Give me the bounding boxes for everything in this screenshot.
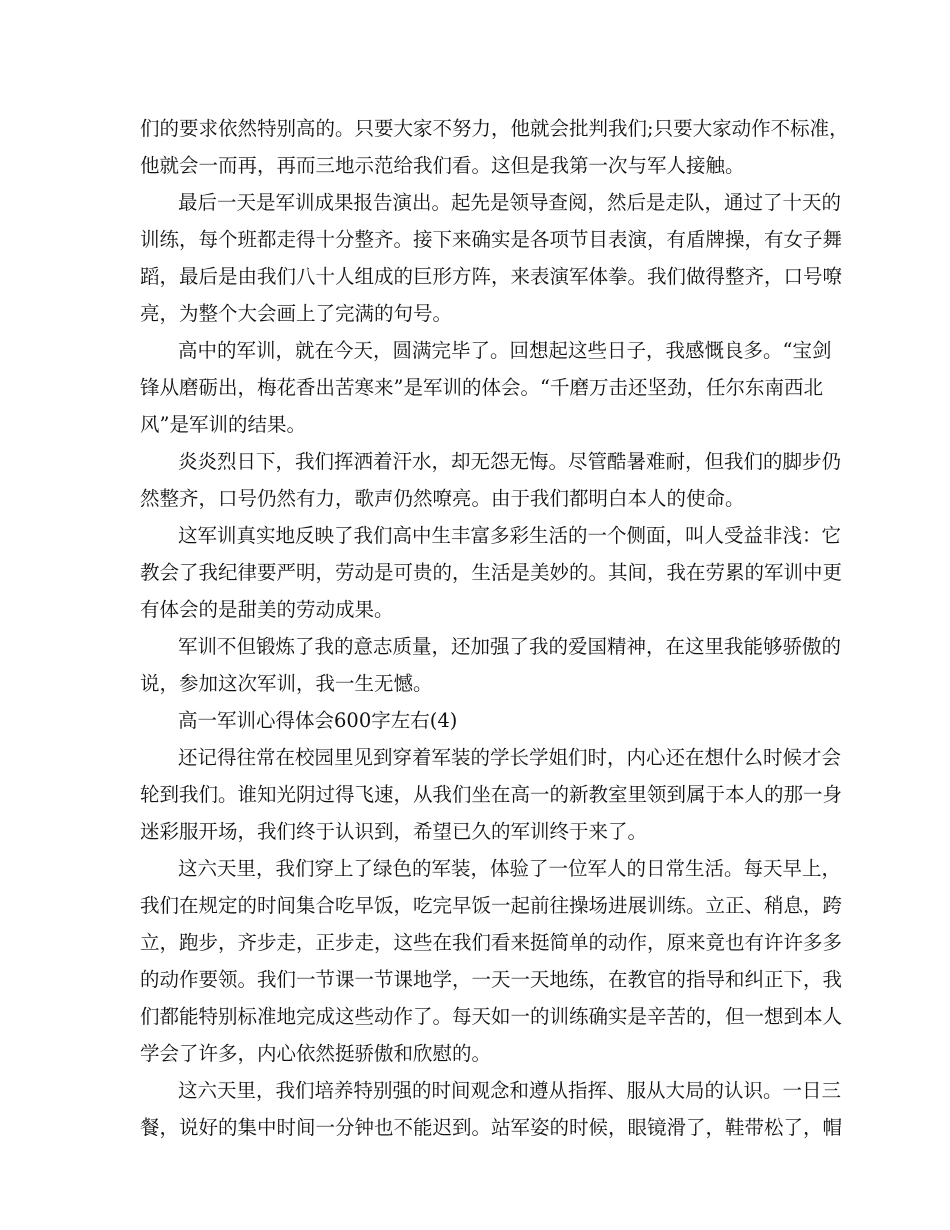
line-text: 亮，为整个大会画上了完满的句号。 — [140, 302, 453, 325]
line-text: 最后一天是军训成果报告演出。起先是领导查阅，然后是走队，通过了十天的 — [178, 191, 842, 214]
text-line — [0, 370, 950, 406]
line-text: 我们在规定的时间集合吃早饭，吃完早饭一起前往操场进展训练。立正、稍息，跨 — [140, 894, 843, 917]
line-text: 风”是军训的结果。 — [140, 413, 306, 436]
text-line — [0, 333, 950, 369]
text-line — [0, 666, 950, 702]
line-text: 高中的军训，就在今天，圆满完毕了。回想起这些日子，我感慨良多。“宝剑 — [178, 339, 832, 362]
line-text: 们的要求依然特别高的。只要大家不努力，他就会批判我们;只要大家动作不标准， — [140, 117, 849, 140]
line-text: 这六天里，我们培养特别强的时间观念和遵从指挥、服从大局的认识。一日三 — [178, 1079, 842, 1102]
line-text: 迷彩服开场，我们终于认识到，希望已久的军训终于来了。 — [140, 820, 648, 843]
line-text: 有体会的是甜美的劳动成果。 — [140, 598, 394, 621]
text-line — [0, 1036, 950, 1072]
line-text: 蹈，最后是由我们八十人组成的巨形方阵，来表演军体拳。我们做得整齐，口号嘹 — [140, 265, 843, 288]
text-line — [0, 740, 950, 776]
text-line — [0, 777, 950, 813]
text-line — [0, 185, 950, 221]
line-text: 这军训真实地反映了我们高中生丰富多彩生活的一个侧面，叫人受益非浅：它 — [178, 524, 842, 547]
line-text: 说，参加这次军训，我一生无憾。 — [140, 672, 433, 695]
text-line — [0, 925, 950, 961]
section-heading — [0, 703, 950, 739]
line-text: 立，跑步，齐步走，正步走，这些在我们看来挺简单的动作，原来竟也有许许多多 — [140, 931, 843, 954]
text-line — [0, 222, 950, 258]
text-line — [0, 148, 950, 184]
line-text: 餐，说好的集中时间一分钟也不能迟到。站军姿的时候，眼镜滑了，鞋带松了，帽 — [140, 1116, 843, 1139]
text-line — [0, 555, 950, 591]
text-line — [0, 814, 950, 850]
text-line — [0, 481, 950, 517]
text-line — [0, 296, 950, 332]
line-text: 他就会一而再，再而三地示范给我们看。这但是我第一次与军人接触。 — [140, 154, 745, 177]
line-text: 们都能特别标准地完成这些动作了。每天如一的训练确实是辛苦的，但一想到本人 — [140, 1005, 843, 1028]
line-text: 然整齐，口号仍然有力，歌声仍然嘹亮。由于我们都明白本人的使命。 — [140, 487, 745, 510]
text-line — [0, 259, 950, 295]
line-text: 学会了许多，内心依然挺骄傲和欣慰的。 — [140, 1042, 492, 1065]
text-line — [0, 629, 950, 665]
text-line — [0, 407, 950, 443]
text-line — [0, 444, 950, 480]
line-text: 训练，每个班都走得十分整齐。接下来确实是各项节目表演，有盾牌操，有女子舞 — [140, 228, 843, 251]
line-text: 轮到我们。谁知光阴过得飞速，从我们坐在高一的新教室里领到属于本人的那一身 — [140, 783, 843, 806]
line-text: 军训不但锻炼了我的意志质量，还加强了我的爱国精神，在这里我能够骄傲的 — [178, 635, 842, 658]
line-text: 的动作要领。我们一节课一节课地学，一天一天地练，在教官的指导和纠正下，我 — [140, 968, 843, 991]
text-line — [0, 1073, 950, 1109]
line-text: 教会了我纪律要严明，劳动是可贵的，生活是美妙的。其间，我在劳累的军训中更 — [140, 561, 843, 584]
heading-text: 高一军训心得体会600字左右(4) — [178, 709, 458, 732]
text-line — [0, 1110, 950, 1146]
text-line — [0, 592, 950, 628]
text-line — [0, 111, 950, 147]
line-text: 锋从磨砺出，梅花香出苦寒来”是军训的体会。“千磨万击还坚劲，任尔东南西北 — [140, 376, 823, 399]
line-text: 炎炎烈日下，我们挥洒着汗水，却无怨无悔。尽管酷暑难耐，但我们的脚步仍 — [178, 450, 842, 473]
text-line — [0, 888, 950, 924]
text-line — [0, 999, 950, 1035]
line-text: 这六天里，我们穿上了绿色的军装，体验了一位军人的日常生活。每天早上， — [178, 857, 842, 880]
text-line — [0, 962, 950, 998]
text-line — [0, 851, 950, 887]
line-text: 还记得往常在校园里见到穿着军装的学长学姐们时，内心还在想什么时候才会 — [178, 746, 842, 769]
text-line — [0, 518, 950, 554]
